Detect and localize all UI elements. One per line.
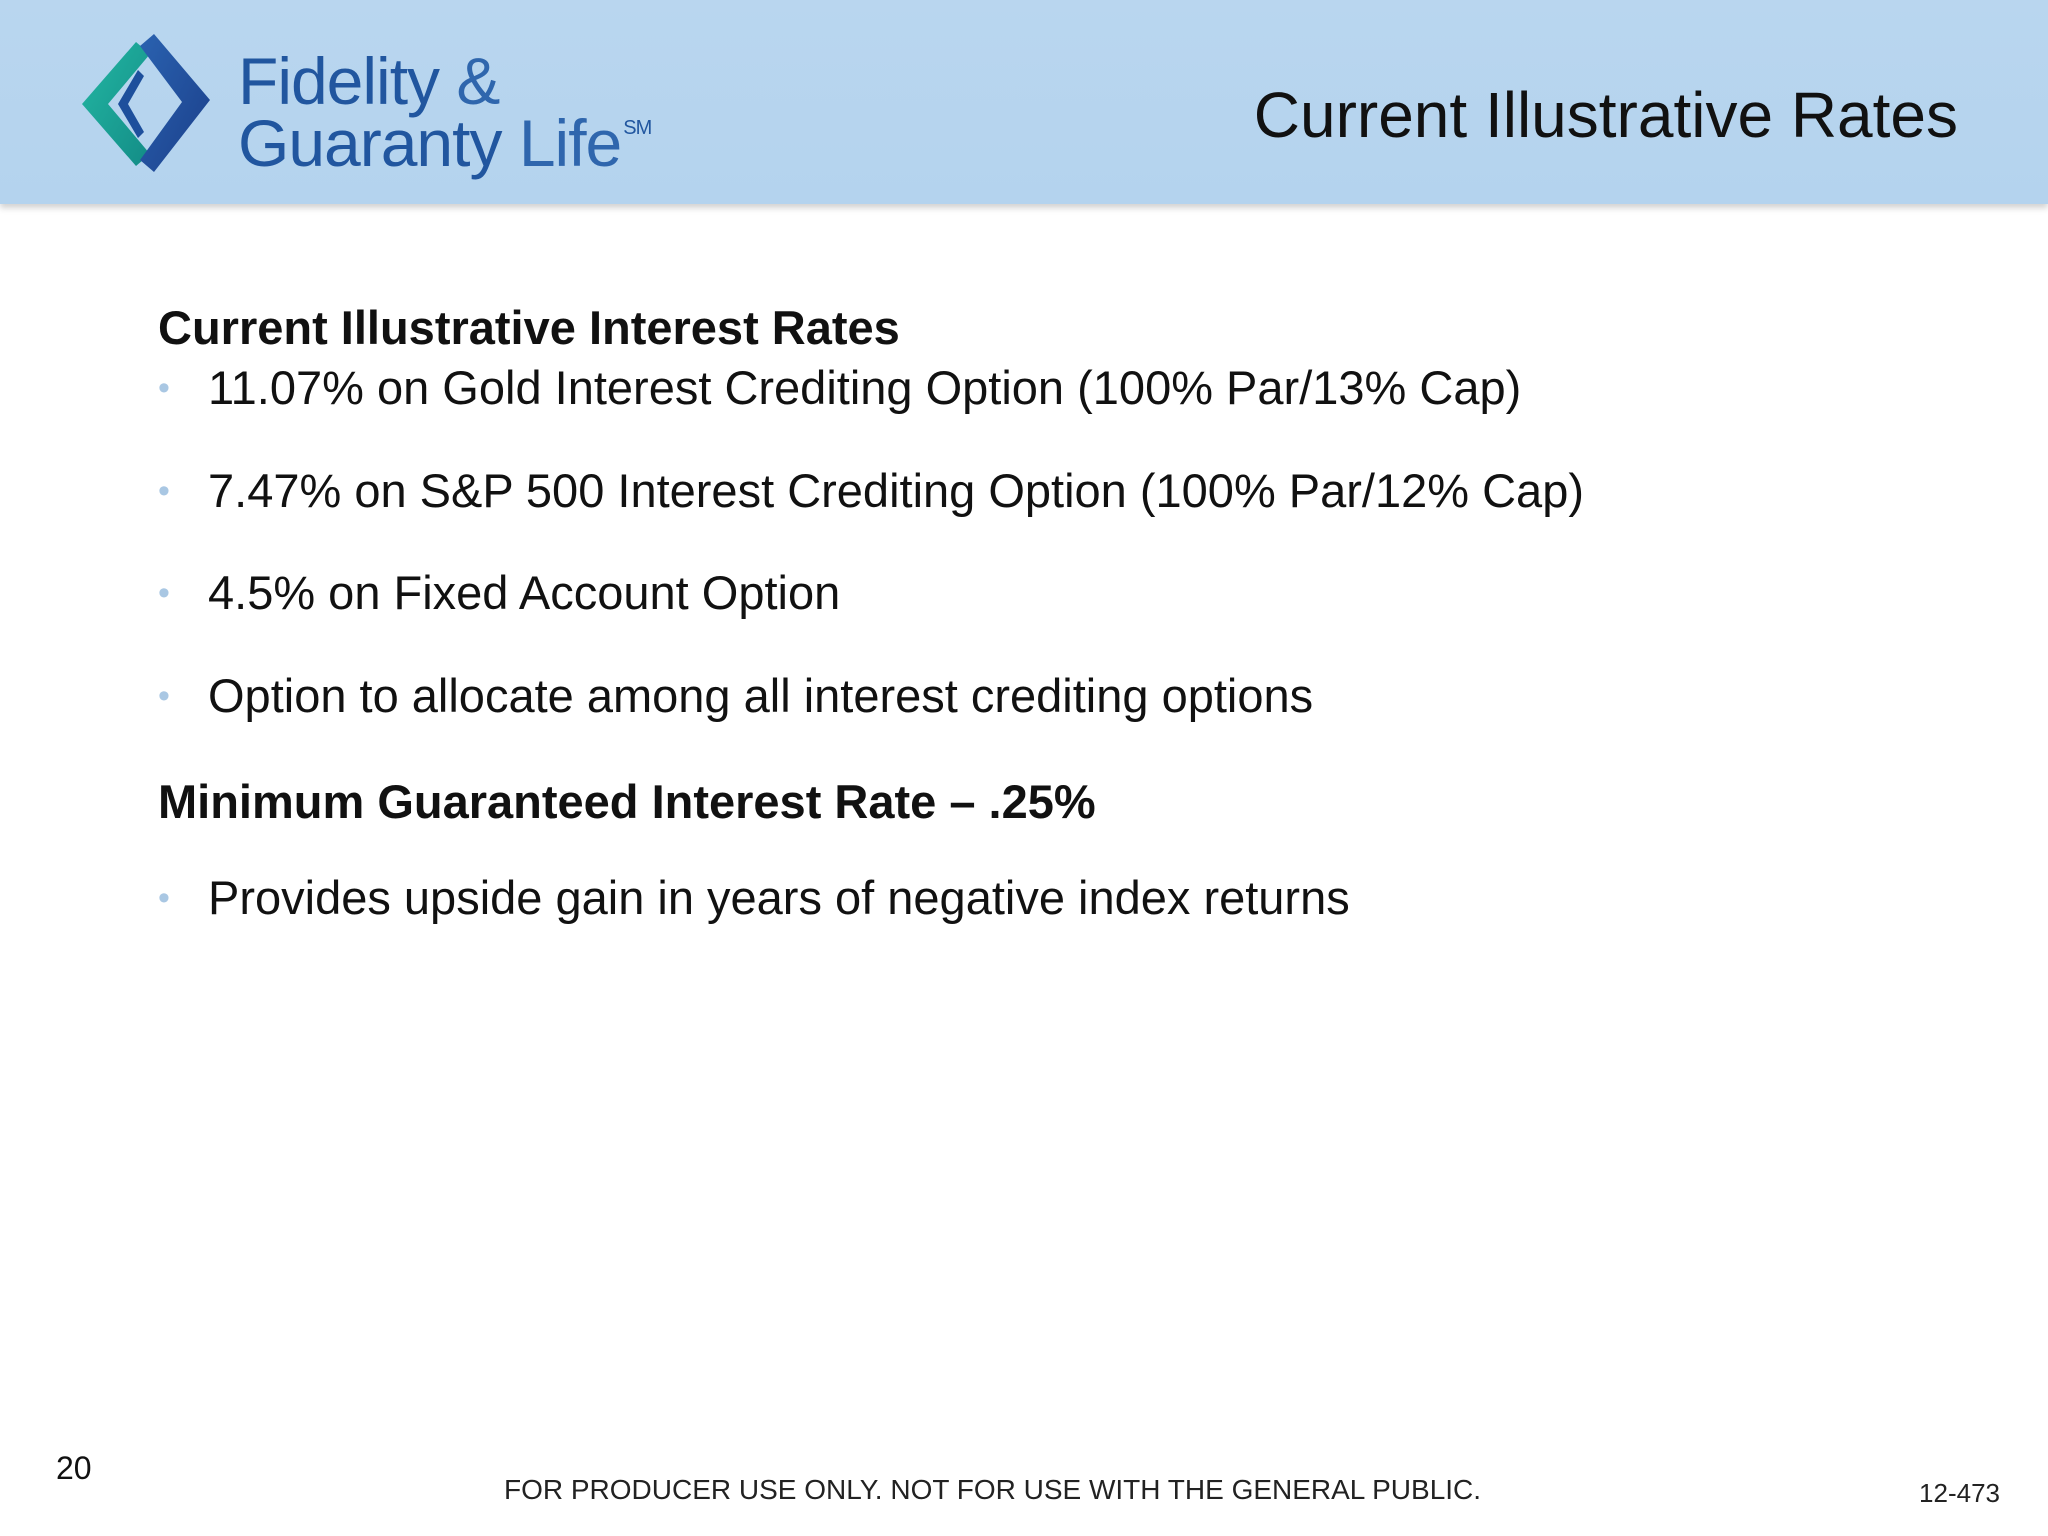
logo-service-mark: SM [623, 117, 652, 139]
minimum-rate-list [158, 870, 1958, 926]
bullet-text: Provides upside gain in years of negative index returns [208, 871, 1350, 925]
bullet-icon: • [158, 574, 170, 613]
logo-wordmark [238, 44, 652, 180]
fgl-chevron-logo-icon [78, 34, 212, 174]
list-item [158, 565, 1958, 621]
document-code: 12-473 [1919, 1478, 2000, 1508]
header-band [0, 0, 2048, 204]
bullet-text: Option to allocate among all interest crediting options [208, 668, 1314, 722]
logo-word-life: Life [518, 106, 622, 180]
bullet-text: 4.5% on Fixed Account Option [208, 566, 841, 620]
slide-title: Current Illustrative Rates [1253, 79, 1958, 151]
list-item [158, 463, 1958, 519]
bullet-icon: • [158, 676, 170, 715]
footer-disclaimer: FOR PRODUCER USE ONLY. NOT FOR USE WITH THE GENERAL PUBLIC. [504, 1474, 1482, 1505]
bullet-icon: • [158, 369, 170, 408]
bullet-icon: • [158, 879, 170, 918]
section-heading-minimum-rate: Minimum Guaranteed Interest Rate – .25% [158, 774, 1096, 828]
slide-body [158, 300, 1958, 927]
bullet-icon: • [158, 471, 170, 510]
logo-word-guaranty: Guaranty [238, 106, 502, 180]
company-logo [78, 34, 718, 180]
bullet-text: 7.47% on S&P 500 Interest Crediting Option (100% Par/12% Cap) [208, 463, 1584, 517]
page-number: 20 [56, 1450, 92, 1486]
section-heading-current-rates: Current Illustrative Interest Rates [158, 301, 900, 354]
logo-ampersand: & [456, 44, 500, 118]
bullet-text: 11.07% on Gold Interest Crediting Option (100% Par/13% Cap) [208, 361, 1522, 415]
list-item [158, 668, 1958, 724]
current-rates-list [158, 360, 1958, 724]
list-item [158, 360, 1958, 416]
list-item [158, 870, 1958, 926]
logo-word-fidelity: Fidelity [238, 44, 440, 118]
